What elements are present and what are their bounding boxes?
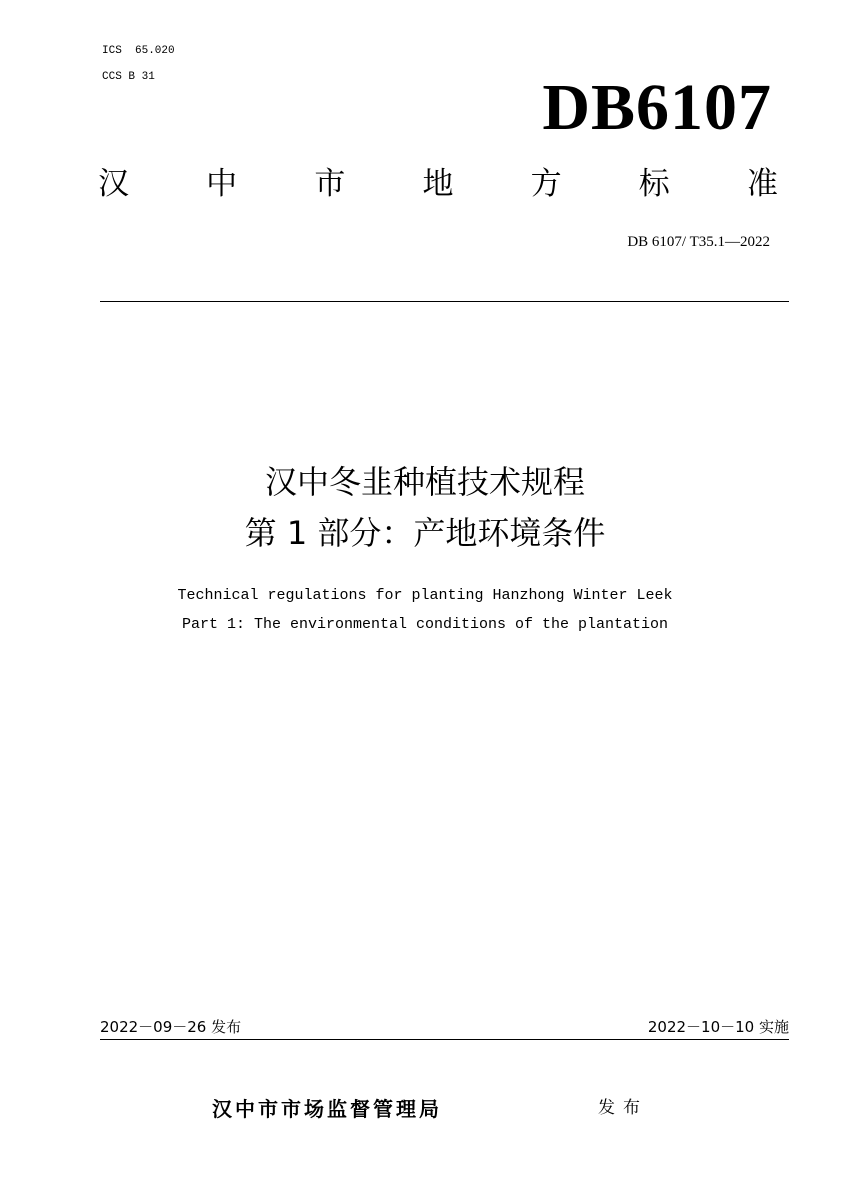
title-cn-line1: 汉中冬韭种植技术规程 (264, 463, 585, 501)
publisher-name: 汉中市市场监督管理局 (212, 1097, 442, 1121)
title-en-line2: Part 1: The environmental conditions of the plantation (181, 616, 669, 633)
standard-type-char: 中 (206, 166, 238, 202)
implementation-date: 2022－10－10 实施 (647, 1018, 789, 1036)
ccs-code: CCS B 31 (102, 71, 155, 83)
issue-date: 2022－09－26 发布 (100, 1018, 242, 1036)
standard-type-char: 方 (530, 166, 562, 202)
standard-type-label (98, 162, 778, 206)
standard-type-char: 汉 (98, 166, 129, 202)
standard-code-heading: DB6107 (542, 71, 772, 144)
standard-type-char: 标 (638, 166, 670, 202)
publish-label: 发布 (598, 1098, 648, 1118)
header-divider (100, 301, 789, 302)
standard-type-char: 市 (314, 166, 346, 202)
title-en-line1: Technical regulations for planting Hanzhong Winter Leek (177, 587, 673, 604)
standard-type-char: 准 (746, 166, 778, 202)
standard-type-char: 地 (422, 166, 454, 202)
footer-divider (100, 1039, 789, 1040)
ics-code: ICS 65.020 (102, 45, 175, 57)
title-cn-line2: 第 1 部分：产地环境条件 (244, 514, 606, 552)
standard-number: DB 6107/ T35.1—2022 (627, 234, 770, 250)
